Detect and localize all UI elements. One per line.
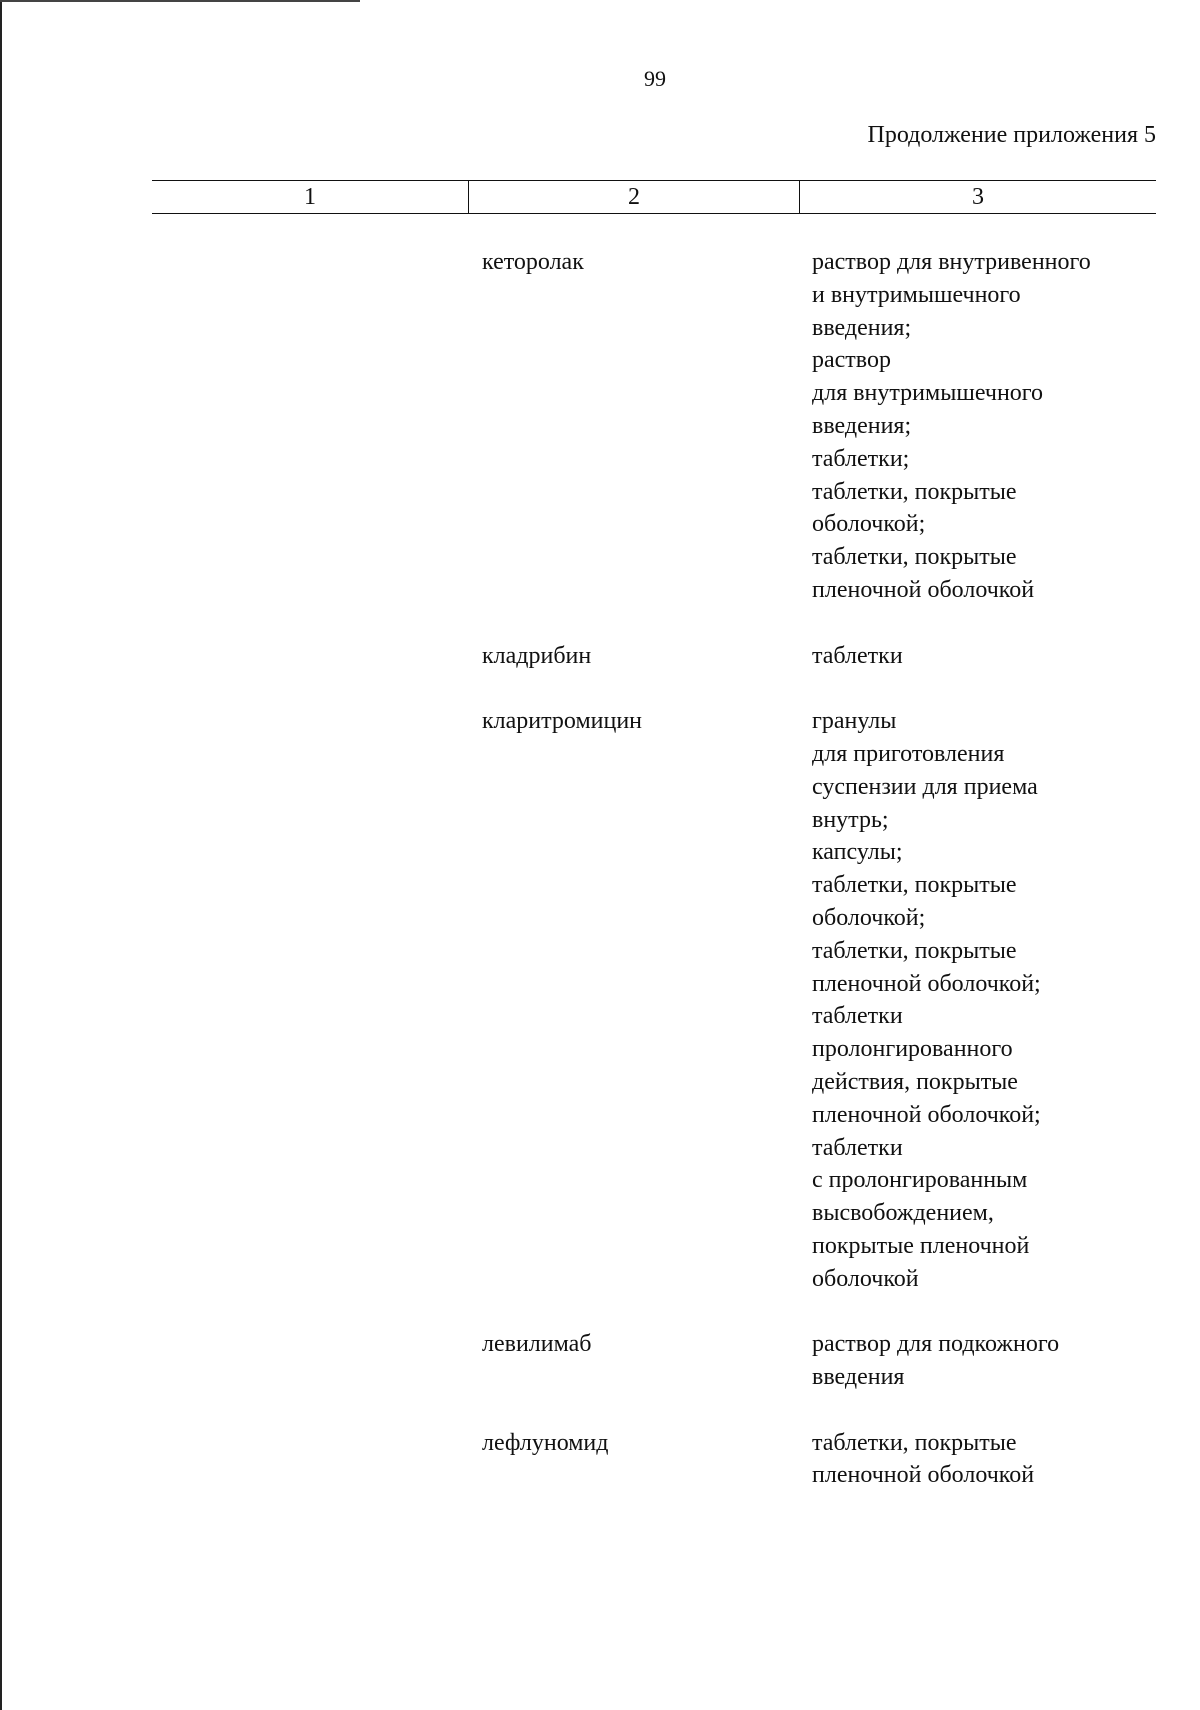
dosage-form-line: таблетки (812, 642, 903, 669)
dosage-form-line: раствор (812, 347, 891, 374)
dosage-form-line: таблетки, покрытые (812, 937, 1017, 964)
table-body (152, 246, 1156, 1525)
header-col-1: 1 (152, 181, 469, 213)
header-col-2: 2 (469, 181, 800, 213)
drug-name: левилимаб (482, 1331, 592, 1358)
dosage-form-line: оболочкой (812, 1265, 919, 1292)
cell-col-1 (152, 1328, 482, 1394)
header-col-3: 3 (972, 184, 984, 210)
cell-col-1 (152, 1427, 482, 1493)
dosage-form-line: капсулы; (812, 839, 903, 866)
table-row (152, 1427, 1156, 1493)
dosage-form-line: пленочной оболочкой; (812, 970, 1041, 997)
dosage-form-line: таблетки; (812, 445, 910, 472)
cell-col-1 (152, 246, 482, 607)
dosage-forms (812, 705, 1156, 1295)
dosage-form-line: оболочкой; (812, 511, 926, 538)
dosage-form-line: раствор для внутривенного (812, 249, 1091, 275)
dosage-form-line: гранулы (812, 708, 897, 735)
table-row (152, 246, 1156, 607)
scan-edge-top (0, 0, 360, 2)
scan-edge-left (0, 0, 2, 1710)
continuation-title: Продолжение приложения 5 (867, 122, 1156, 148)
dosage-forms (812, 1328, 1156, 1394)
dosage-form-line: введения; (812, 412, 912, 439)
dosage-form-line: действия, покрытые (812, 1068, 1018, 1095)
drug-name: кларитромицин (482, 708, 643, 735)
dosage-form-line: внутрь; (812, 806, 889, 833)
dosage-form-line: оболочкой; (812, 904, 926, 931)
dosage-form-line: таблетки (812, 1003, 903, 1030)
dosage-forms (812, 246, 1156, 607)
dosage-form-line: таблетки, покрытые (812, 544, 1017, 571)
dosage-form-line: для приготовления (812, 740, 1005, 767)
dosage-form-line: таблетки (812, 1134, 903, 1161)
dosage-forms (812, 1427, 1156, 1493)
drug-name: кеторолак (482, 249, 584, 275)
dosage-form-line: с пролонгированным (812, 1167, 1028, 1194)
dosage-form-line: введения (812, 1364, 905, 1391)
dosage-form-line: раствор для подкожного (812, 1331, 1060, 1358)
dosage-form-line: высвобождением, (812, 1200, 994, 1227)
dosage-form-line: пленочной оболочкой; (812, 1101, 1041, 1128)
dosage-form-line: пленочной оболочкой (812, 576, 1035, 603)
table-row (152, 640, 1156, 673)
drug-name: лефлуномид (482, 1429, 609, 1456)
dosage-form-line: пролонгированного (812, 1036, 1013, 1063)
dosage-form-line: введения; (812, 314, 912, 341)
dosage-form-line: таблетки, покрытые (812, 872, 1017, 899)
table-row (152, 705, 1156, 1295)
drug-name: кладрибин (482, 642, 592, 669)
cell-col-1 (152, 640, 482, 673)
dosage-form-line: и внутримышечного (812, 281, 1021, 308)
dosage-form-line: пленочной оболочкой (812, 1462, 1035, 1489)
dosage-form-line: суспензии для приема (812, 773, 1038, 800)
page-number: 99 (644, 66, 666, 91)
dosage-form-line: покрытые пленочной (812, 1232, 1030, 1259)
dosage-form-line: для внутримышечного (812, 380, 1044, 407)
dosage-form-line: таблетки, покрытые (812, 478, 1017, 505)
dosage-form-line: таблетки, покрытые (812, 1429, 1017, 1456)
table-row (152, 1328, 1156, 1394)
table-header (152, 180, 1156, 214)
cell-col-1 (152, 705, 482, 1295)
dosage-forms (812, 640, 1156, 673)
